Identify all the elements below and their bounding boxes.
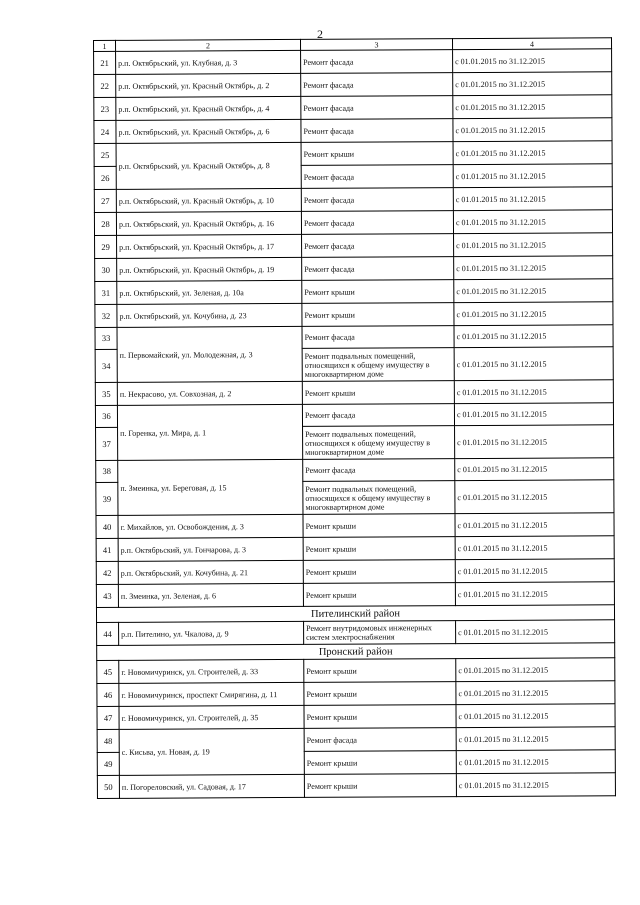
row-period: с 01.01.2015 по 31.12.2015 xyxy=(455,458,614,481)
row-work: Ремонт фасада xyxy=(301,188,453,212)
row-number: 41 xyxy=(96,538,118,561)
row-number: 21 xyxy=(94,51,116,74)
table-row xyxy=(96,582,614,608)
header-cell: 2 xyxy=(116,39,301,51)
row-work: Ремонт крыши xyxy=(304,774,456,798)
row-number: 45 xyxy=(97,660,119,683)
row-work: Ремонт крыши xyxy=(302,381,454,405)
row-period: с 01.01.2015 по 31.12.2015 xyxy=(454,380,613,404)
row-address: р.п. Октябрьский, ул. Красный Октябрь, д. 6 xyxy=(116,119,301,143)
table-row xyxy=(95,256,613,282)
row-period: с 01.01.2015 по 31.12.2015 xyxy=(454,233,613,257)
row-period: с 01.01.2015 по 31.12.2015 xyxy=(454,256,613,280)
table-row xyxy=(94,141,612,167)
row-number: 33 xyxy=(95,327,117,349)
row-address: п. Змеинка, ул. Береговая, д. 15 xyxy=(118,459,303,515)
table-row xyxy=(94,118,612,144)
table-row xyxy=(96,458,614,483)
row-number: 26 xyxy=(94,166,116,189)
row-number: 42 xyxy=(96,561,118,584)
row-period: с 01.01.2015 по 31.12.2015 xyxy=(456,704,615,728)
row-period: с 01.01.2015 по 31.12.2015 xyxy=(455,559,614,583)
row-address: р.п. Октябрьский, ул. Красный Октябрь, д. 19 xyxy=(117,257,302,281)
row-address: р.п. Октябрьский, ул. Кочубина, д. 23 xyxy=(117,303,302,327)
row-address: п. Некрасово, ул. Совхозная, д. 2 xyxy=(117,381,302,405)
row-period: с 01.01.2015 по 31.12.2015 xyxy=(454,279,613,303)
row-period: с 01.01.2015 по 31.12.2015 xyxy=(454,302,613,326)
row-number: 31 xyxy=(95,281,117,304)
table-row xyxy=(95,380,613,406)
row-work: Ремонт фасада xyxy=(301,96,453,120)
row-number: 36 xyxy=(95,405,117,427)
row-number: 40 xyxy=(96,515,118,538)
row-period: с 01.01.2015 по 31.12.2015 xyxy=(456,658,615,682)
row-number: 37 xyxy=(96,427,118,460)
row-address: р.п. Октябрьский, ул. Кочубина, д. 21 xyxy=(118,560,303,584)
row-address: с. Кисьва, ул. Новая, д. 19 xyxy=(119,728,304,775)
table-row xyxy=(95,325,613,350)
header-cell: 4 xyxy=(452,38,611,50)
row-number: 50 xyxy=(97,775,119,798)
row-period: с 01.01.2015 по 31.12.2015 xyxy=(453,187,612,211)
row-work: Ремонт крыши xyxy=(303,537,455,561)
row-number: 39 xyxy=(96,482,118,515)
row-work: Ремонт фасада xyxy=(302,257,454,281)
row-address: г. Новомичуринск, ул. Строителей, д. 35 xyxy=(119,705,304,729)
row-work: Ремонт внутридомовых инженерных систем электроснабжения xyxy=(304,621,456,645)
row-address: р.п. Октябрьский, ул. Красный Октябрь, д. 16 xyxy=(116,211,301,235)
row-number: 32 xyxy=(95,304,117,327)
row-period: с 01.01.2015 по 31.12.2015 xyxy=(455,536,614,560)
header-cell: 3 xyxy=(300,39,452,51)
row-work: Ремонт подвальных помещений, относящихся к общему имуществу в многоквартирном доме xyxy=(303,481,455,515)
row-number: 22 xyxy=(94,74,116,97)
table-row xyxy=(97,658,615,684)
table-row xyxy=(95,233,613,259)
row-period: с 01.01.2015 по 31.12.2015 xyxy=(454,347,613,381)
table-row xyxy=(97,727,615,753)
row-work: Ремонт фасада xyxy=(301,211,453,235)
table-row xyxy=(96,536,614,562)
row-work: Ремонт крыши xyxy=(302,280,454,304)
row-work: Ремонт фасада xyxy=(302,404,454,427)
row-number: 27 xyxy=(94,189,116,212)
row-address: р.п. Октябрьский, ул. Красный Октябрь, д. 8 xyxy=(116,142,301,189)
row-work: Ремонт фасада xyxy=(303,459,455,482)
table-row xyxy=(97,681,615,707)
row-work: Ремонт фасада xyxy=(301,50,453,74)
repair-schedule-table xyxy=(93,37,616,799)
row-period: с 01.01.2015 по 31.12.2015 xyxy=(455,582,614,606)
row-address: р.п. Октябрьский, ул. Красный Октябрь, д. 2 xyxy=(116,73,301,97)
row-number: 23 xyxy=(94,97,116,120)
row-address: п. Змеинка, ул. Зеленая, д. 6 xyxy=(118,583,303,607)
table-row xyxy=(95,302,613,328)
row-number: 47 xyxy=(97,706,119,729)
row-address: р.п. Октябрьский, ул. Красный Октябрь, д. 17 xyxy=(117,234,302,258)
row-work: Ремонт крыши xyxy=(304,682,456,706)
table-row xyxy=(97,620,615,646)
table-row xyxy=(96,559,614,585)
table-row xyxy=(97,704,615,730)
row-work: Ремонт крыши xyxy=(304,705,456,729)
row-work: Ремонт крыши xyxy=(303,514,455,538)
table-row xyxy=(94,95,612,121)
row-number: 34 xyxy=(95,349,117,382)
header-cell: 1 xyxy=(94,40,116,51)
row-address: п. Горенка, ул. Мира, д. 1 xyxy=(117,404,302,460)
section-title: Пронский район xyxy=(97,643,615,661)
row-address: п. Погореловский, ул. Садовая, д. 17 xyxy=(119,774,304,798)
row-work: Ремонт подвальных помещений, относящихся к общему имуществу в многоквартирном доме xyxy=(303,426,455,460)
row-period: с 01.01.2015 по 31.12.2015 xyxy=(455,480,614,514)
row-work: Ремонт крыши xyxy=(302,303,454,327)
row-number: 46 xyxy=(97,683,119,706)
row-period: с 01.01.2015 по 31.12.2015 xyxy=(453,141,612,165)
row-period: с 01.01.2015 по 31.12.2015 xyxy=(454,403,613,426)
row-period: с 01.01.2015 по 31.12.2015 xyxy=(454,325,613,348)
section-title: Пителинский район xyxy=(96,605,614,623)
row-period: с 01.01.2015 по 31.12.2015 xyxy=(453,49,612,73)
row-work: Ремонт фасада xyxy=(301,73,453,97)
table-row xyxy=(94,187,612,213)
page-number: 2 xyxy=(317,27,323,41)
row-number: 35 xyxy=(95,382,117,405)
row-work: Ремонт фасада xyxy=(301,165,453,189)
row-work: Ремонт фасада xyxy=(304,728,456,752)
row-work: Ремонт крыши xyxy=(301,142,453,166)
row-work: Ремонт крыши xyxy=(303,560,455,584)
row-period: с 01.01.2015 по 31.12.2015 xyxy=(453,210,612,234)
row-address: г. Новомичуринск, проспект Смирягина, д. 11 xyxy=(119,682,304,706)
row-work: Ремонт подвальных помещений, относящихся к общему имуществу в многоквартирном доме xyxy=(302,348,454,382)
table-row xyxy=(95,279,613,305)
row-number: 49 xyxy=(97,752,119,775)
row-period: с 01.01.2015 по 31.12.2015 xyxy=(456,727,615,751)
row-number: 24 xyxy=(94,120,116,143)
row-address: р.п. Октябрьский, ул. Гончарова, д. 3 xyxy=(118,537,303,561)
row-number: 38 xyxy=(96,460,118,482)
row-period: с 01.01.2015 по 31.12.2015 xyxy=(456,750,615,774)
row-work: Ремонт фасада xyxy=(302,234,454,258)
row-address: п. Первомайский, ул. Молодежная, д. 3 xyxy=(117,326,302,382)
row-address: р.п. Пителино, ул. Чкалова, д. 9 xyxy=(119,621,304,645)
row-period: с 01.01.2015 по 31.12.2015 xyxy=(455,425,614,459)
row-number: 30 xyxy=(95,258,117,281)
row-number: 44 xyxy=(97,622,119,645)
row-number: 28 xyxy=(94,212,116,235)
row-address: р.п. Октябрьский, ул. Красный Октябрь, д. 10 xyxy=(116,188,301,212)
row-period: с 01.01.2015 по 31.12.2015 xyxy=(455,513,614,537)
row-number: 25 xyxy=(94,143,116,166)
table-row xyxy=(95,403,613,428)
row-address: г. Михайлов, ул. Освобождения, д. 3 xyxy=(118,514,303,538)
table-row xyxy=(94,72,612,98)
row-period: с 01.01.2015 по 31.12.2015 xyxy=(456,620,615,644)
table-row xyxy=(96,513,614,539)
row-period: с 01.01.2015 по 31.12.2015 xyxy=(453,118,612,142)
row-number: 48 xyxy=(97,729,119,752)
row-address: р.п. Октябрьский, ул. Зеленая, д. 10а xyxy=(117,280,302,304)
row-period: с 01.01.2015 по 31.12.2015 xyxy=(453,72,612,96)
row-work: Ремонт крыши xyxy=(304,659,456,683)
row-period: с 01.01.2015 по 31.12.2015 xyxy=(456,681,615,705)
row-period: с 01.01.2015 по 31.12.2015 xyxy=(453,95,612,119)
row-work: Ремонт фасада xyxy=(301,119,453,143)
row-work: Ремонт фасада xyxy=(302,326,454,349)
row-address: р.п. Октябрьский, ул. Красный Октябрь, д. 4 xyxy=(116,96,301,120)
table-row xyxy=(97,773,615,799)
table-row xyxy=(94,49,612,75)
row-work: Ремонт крыши xyxy=(304,751,456,775)
row-number: 29 xyxy=(95,235,117,258)
row-period: с 01.01.2015 по 31.12.2015 xyxy=(456,773,615,797)
table-row xyxy=(94,210,612,236)
row-period: с 01.01.2015 по 31.12.2015 xyxy=(453,164,612,188)
row-address: р.п. Октябрьский, ул. Клубная, д. 3 xyxy=(116,50,301,74)
row-number: 43 xyxy=(96,584,118,607)
row-work: Ремонт крыши xyxy=(303,583,455,607)
row-address: г. Новомичуринск, ул. Строителей, д. 33 xyxy=(119,659,304,683)
